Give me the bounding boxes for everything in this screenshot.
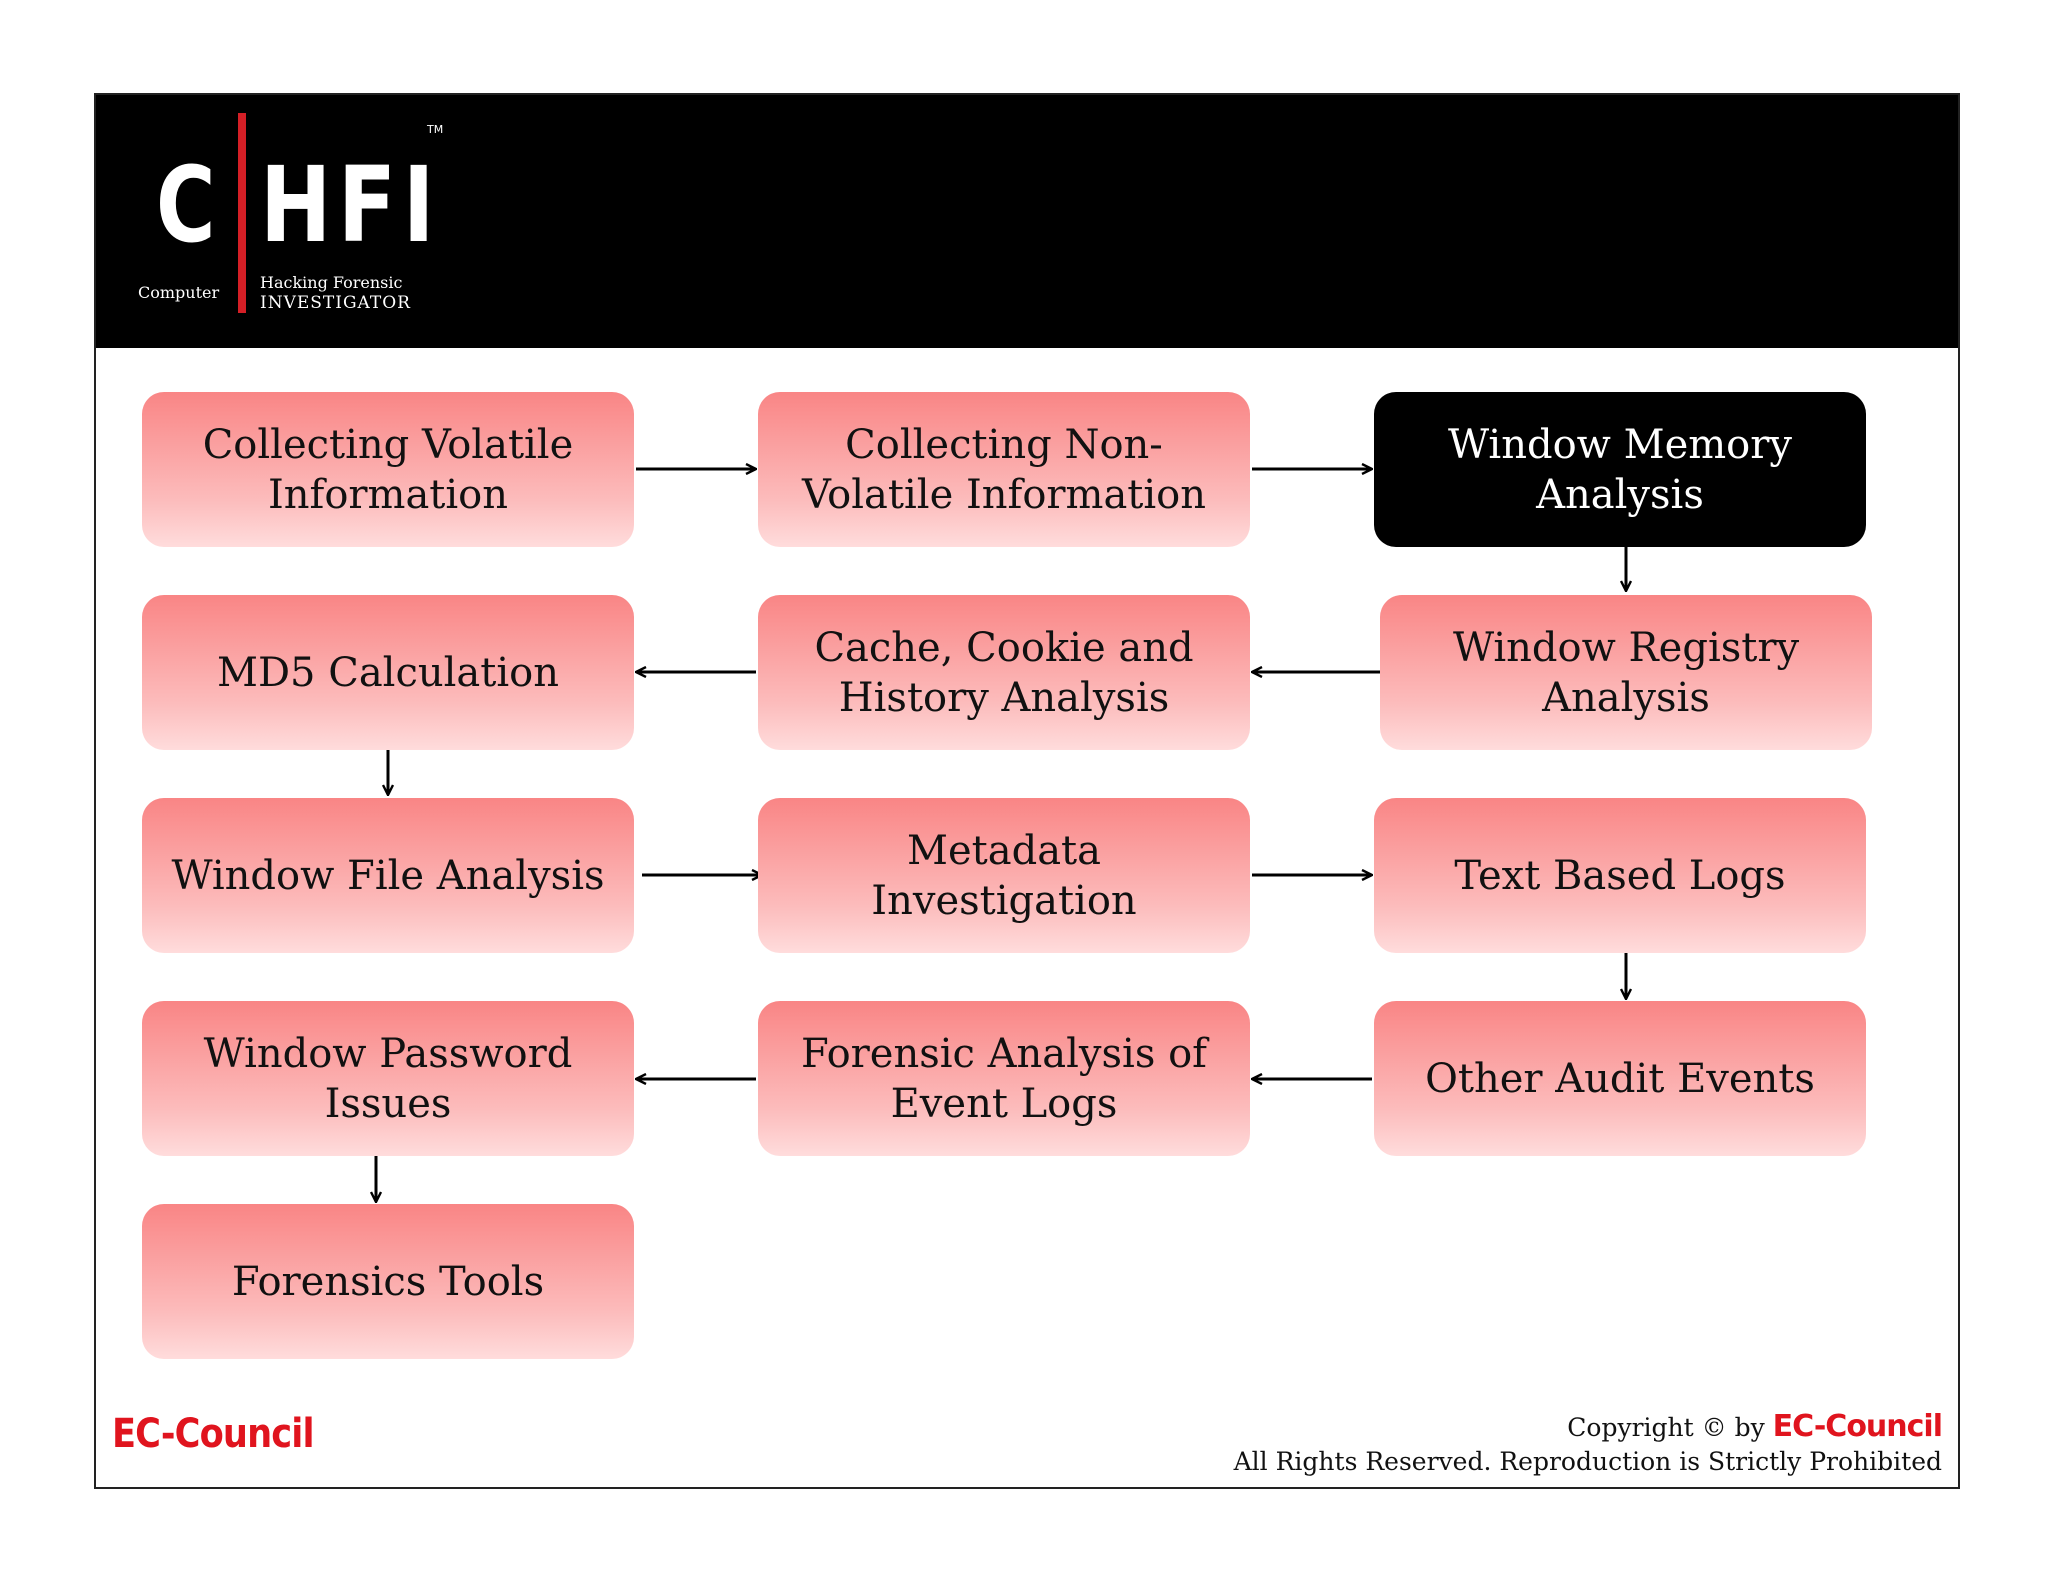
rights-line: All Rights Reserved. Reproduction is Strictly Prohibited — [1233, 1447, 1942, 1476]
copyright-brand: EC-Council — [1772, 1409, 1942, 1444]
step-collecting-volatile: Collecting Volatile Information — [142, 392, 634, 547]
copyright-prefix: Copyright © by — [1567, 1413, 1765, 1442]
logo-letters-hfi: HFI — [260, 144, 442, 266]
step-text-based-logs: Text Based Logs — [1374, 798, 1866, 953]
step-other-audit-events: Other Audit Events — [1374, 1001, 1866, 1156]
step-metadata-investigation: Metadata Investigation — [758, 798, 1250, 953]
copyright-notice — [1234, 1407, 1942, 1479]
step-forensic-event-logs: Forensic Analysis of Event Logs — [758, 1001, 1250, 1156]
slide — [94, 93, 1960, 1489]
step-window-registry-analysis: Window Registry Analysis — [1380, 595, 1872, 750]
step-window-file-analysis: Window File Analysis — [142, 798, 634, 953]
footer-ec-council-logo: EC-Council — [112, 1411, 314, 1457]
step-collecting-non-volatile: Collecting Non- Volatile Information — [758, 392, 1250, 547]
step-cache-cookie-history: Cache, Cookie and History Analysis — [758, 595, 1250, 750]
step-forensics-tools: Forensics Tools — [142, 1204, 634, 1359]
step-window-memory-analysis: Window Memory Analysis — [1374, 392, 1866, 547]
logo-computer-text: Computer — [138, 283, 220, 302]
logo-hacking-forensic-text: Hacking Forensic — [260, 273, 403, 292]
logo-investigator-text: INVESTIGATOR — [260, 293, 411, 313]
step-window-password-issues: Window Password Issues — [142, 1001, 634, 1156]
logo-trademark: TM — [427, 123, 444, 136]
copyright-line — [1234, 1407, 1942, 1446]
logo-letter-c: C — [156, 144, 216, 266]
step-md5-calculation: MD5 Calculation — [142, 595, 634, 750]
